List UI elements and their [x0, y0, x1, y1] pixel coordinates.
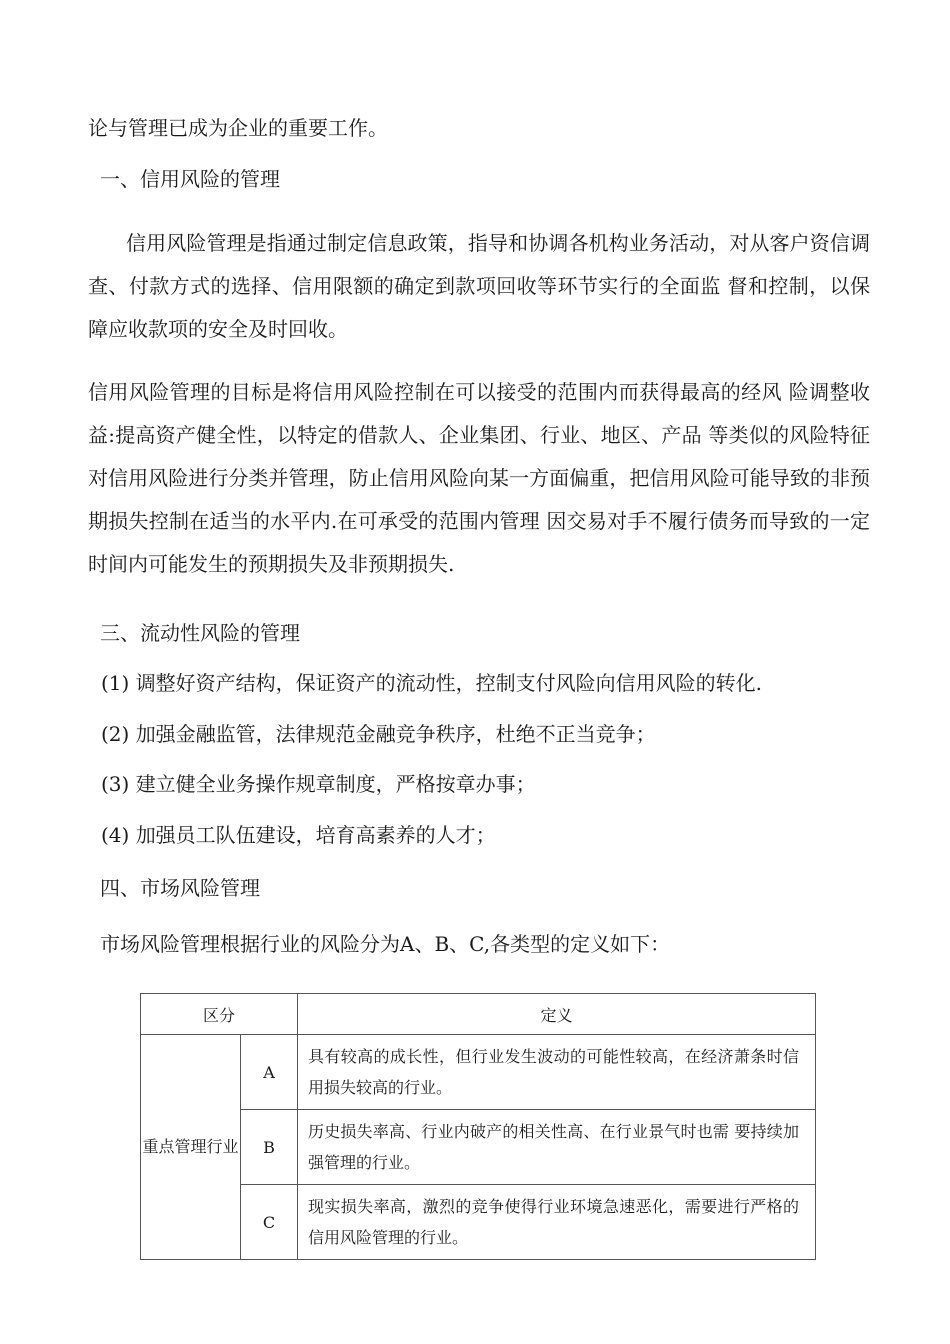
- market-risk-intro-text: 市场风险管理根据行业的风险分为A、B、C,各类型的定义如下：: [100, 932, 671, 956]
- category-cell: B: [241, 1110, 298, 1185]
- header-category-cell: 区分: [141, 994, 298, 1035]
- intro-tail-text: 论与管理已成为企业的重要工作。: [88, 116, 388, 140]
- industry-definition-table: [140, 993, 816, 1260]
- liquidity-item-3: (3) 建立健全业务操作规章制度，严格按章办事；: [101, 772, 536, 796]
- liquidity-item-1: (1) 调整好资产结构，保证资产的流动性，控制支付风险向信用风险的转化.: [101, 671, 763, 695]
- table-row: [141, 1035, 816, 1110]
- table-row: [141, 1110, 816, 1185]
- category-cell: A: [241, 1035, 298, 1110]
- category-cell: C: [241, 1185, 298, 1260]
- liquidity-item-2: (2) 加强金融监管，法律规范金融竞争秩序，杜绝不正当竞争；: [101, 722, 656, 746]
- table-row: [141, 1185, 816, 1260]
- header-definition-cell: 定义: [298, 994, 816, 1035]
- group-label-cell: 重点管理行业: [141, 1035, 241, 1260]
- definition-cell: 具有较高的成长性，但行业发生波动的可能性较高，在经济萧条时信用损失较高的行业。: [298, 1035, 816, 1110]
- table-header-row: [141, 994, 816, 1035]
- section-heading-credit-risk: 一、信用风险的管理: [100, 167, 280, 191]
- liquidity-item-4: (4) 加强员工队伍建设，培育高素养的人才；: [101, 823, 496, 847]
- section-heading-liquidity-risk: 三、流动性风险的管理: [100, 621, 300, 645]
- credit-risk-definition-paragraph: 信用风险管理是指通过制定信息政策，指导和协调各机构业务活动，对从客户资信调查、付款方式的选择、信用限额的确定到款项回收等环节实行的全面监 督和控制，以保障应收款项的安全及时回收。: [88, 231, 870, 341]
- section-heading-market-risk: 四、市场风险管理: [100, 876, 260, 900]
- definition-cell: 历史损失率高、行业内破产的相关性高、在行业景气时也需 要持续加强管理的行业。: [298, 1110, 816, 1185]
- definition-cell: 现实损失率高，激烈的竞争使得行业环境急速恶化，需要进行严格的信用风险管理的行业。: [298, 1185, 816, 1260]
- credit-risk-goal-paragraph: 信用风险管理的目标是将信用风险控制在可以接受的范围内而获得最高的经风 险调整收益:提高资产健全性，以特定的借款人、企业集团、行业、地区、产品 等类似的风险特征对信用风险进行分类并管理，防止信用风险向某一方面偏重，把信用风险可能导致的非预期损失控制在适当的水平内.在可承受的范围内管理 因交易对手不履行债务而导致的一定时间内可能发生的预期损失及非预期损失.: [88, 380, 870, 576]
